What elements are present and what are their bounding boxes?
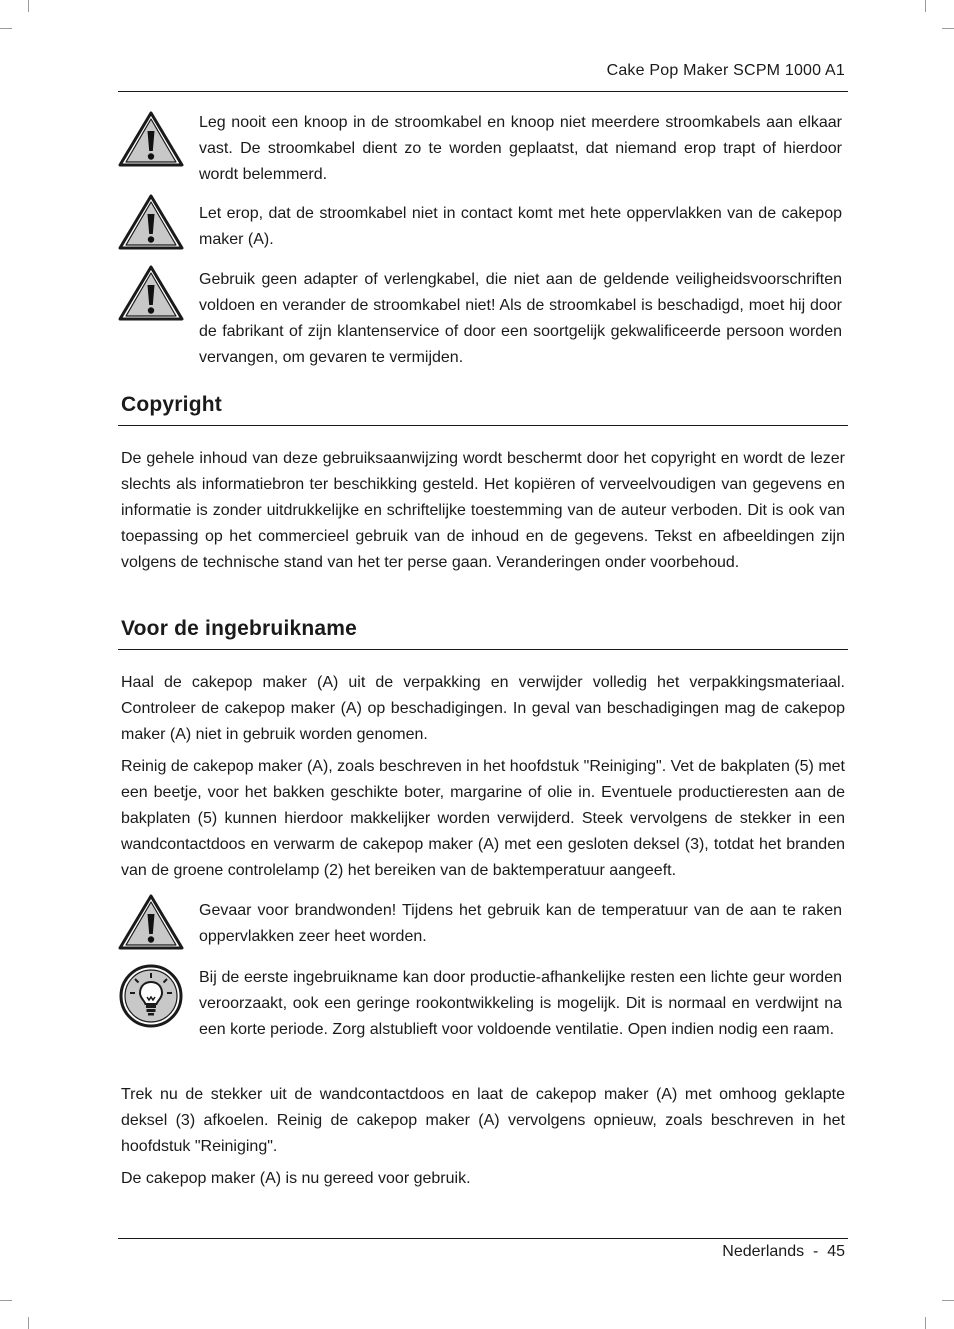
tip-text: Bij de eerste ingebruikname kan door productie-afhankelijke resten een lichte geur worden veroorzaakt, ook een geringe rookontwikkeling is mogelijk. Dit is normaal en verdwijnt na een korte periode. Zorg alstublieft voor voldoende ventilatie. Open indien nodig een raam. — [199, 969, 842, 1038]
crop-mark — [942, 1300, 954, 1301]
warning-text: Gevaar voor brandwonden! Tijdens het gebruik kan de temperatuur van de aan te raken oppervlakken zeer heet worden. — [199, 902, 842, 945]
crop-mark — [942, 28, 954, 29]
section-heading-usage: Voor de ingebruikname — [121, 617, 358, 640]
section-rule — [118, 649, 848, 650]
warning-triangle-icon — [118, 265, 184, 321]
running-header: Cake Pop Maker SCPM 1000 A1 — [606, 62, 845, 79]
warning-triangle-icon — [118, 194, 184, 250]
crop-mark — [28, 0, 29, 12]
warning-triangle-icon — [118, 111, 184, 167]
crop-mark — [925, 0, 926, 12]
warning-text: Let erop, dat de stroomkabel niet in contact komt met hete oppervlakken van de cakepop maker (A). — [199, 205, 842, 248]
header-rule — [118, 91, 848, 92]
crop-mark — [925, 1317, 926, 1329]
copyright-text: De gehele inhoud van deze gebruiksaanwijzing wordt beschermt door het copyright en wordt de lezer slechts als informatiebron ter beschikking gesteld. Het kopiëren of verveelvoudigen van gegevens en informatie is zonder uitdrukkelijke en schriftelijke toestemming van de auteur verboden. Dit is ook van toepassing op het commercieel gebruik van de inhoud en de gegevens. Tekst en afbeeldingen zijn volgens de technische stand van het ter perse gaan. Veranderingen onder voorbehoud. — [121, 450, 845, 571]
warning-triangle-icon — [118, 894, 184, 950]
page-footer: Nederlands - 45 — [722, 1243, 845, 1260]
footer-rule — [118, 1238, 848, 1239]
usage-paragraph: Trek nu de stekker uit de wandcontactdoos en laat de cakepop maker (A) met omhoog geklapte deksel (3) afkoelen. Reinig de cakepop maker (A) vervolgens opnieuw, zoals beschreven in het hoofdstuk "Reiniging". — [121, 1086, 845, 1155]
crop-mark — [0, 1300, 12, 1301]
section-rule — [118, 425, 848, 426]
warning-text: Gebruik geen adapter of verlengkabel, die niet aan de geldende veiligheidsvoorschriften voldoen en verander de stroomkabel niet! Als de stroomkabel is beschadigd, moet hij door de fabrikant of zijn klantenservice of door een soortgelijk gekwalificeerde persoon worden vervangen, om gevaren te vermijden. — [199, 271, 842, 366]
usage-paragraph: De cakepop maker (A) is nu gereed voor gebruik. — [121, 1170, 471, 1187]
crop-mark — [0, 28, 12, 29]
warning-text: Leg nooit een knoop in de stroomkabel en knoop niet meerdere stroomkabels aan elkaar vast. De stroomkabel dient zo te worden geplaatst, dat niemand erop trapt of hierdoor wordt belemmerd. — [199, 114, 842, 183]
usage-paragraph: Reinig de cakepop maker (A), zoals beschreven in het hoofdstuk "Reiniging". Vet de bakplaten (5) met een beetje, voor het bakken geschikte boter, margarine of olie in. Eventuele productieresten aan de bakplaten (5) kunnen hierdoor makkelijker worden verwijderd. Steek vervolgens de stekker in een wandcontactdoos en verwarm de cakepop maker (A) met een gesloten deksel (3), totdat het branden van de groene controlelamp (2) het bereiken van de baktemperatuur aangeeft. — [121, 758, 845, 879]
lightbulb-tip-icon — [119, 964, 183, 1028]
usage-paragraph: Haal de cakepop maker (A) uit de verpakking en verwijder volledig het verpakkingsmateriaal. Controleer de cakepop maker (A) op beschadigingen. In geval van beschadigingen mag de cakepop maker (A) niet in gebruik worden genomen. — [121, 674, 845, 743]
crop-mark — [28, 1317, 29, 1329]
section-heading-copyright: Copyright — [121, 393, 222, 416]
